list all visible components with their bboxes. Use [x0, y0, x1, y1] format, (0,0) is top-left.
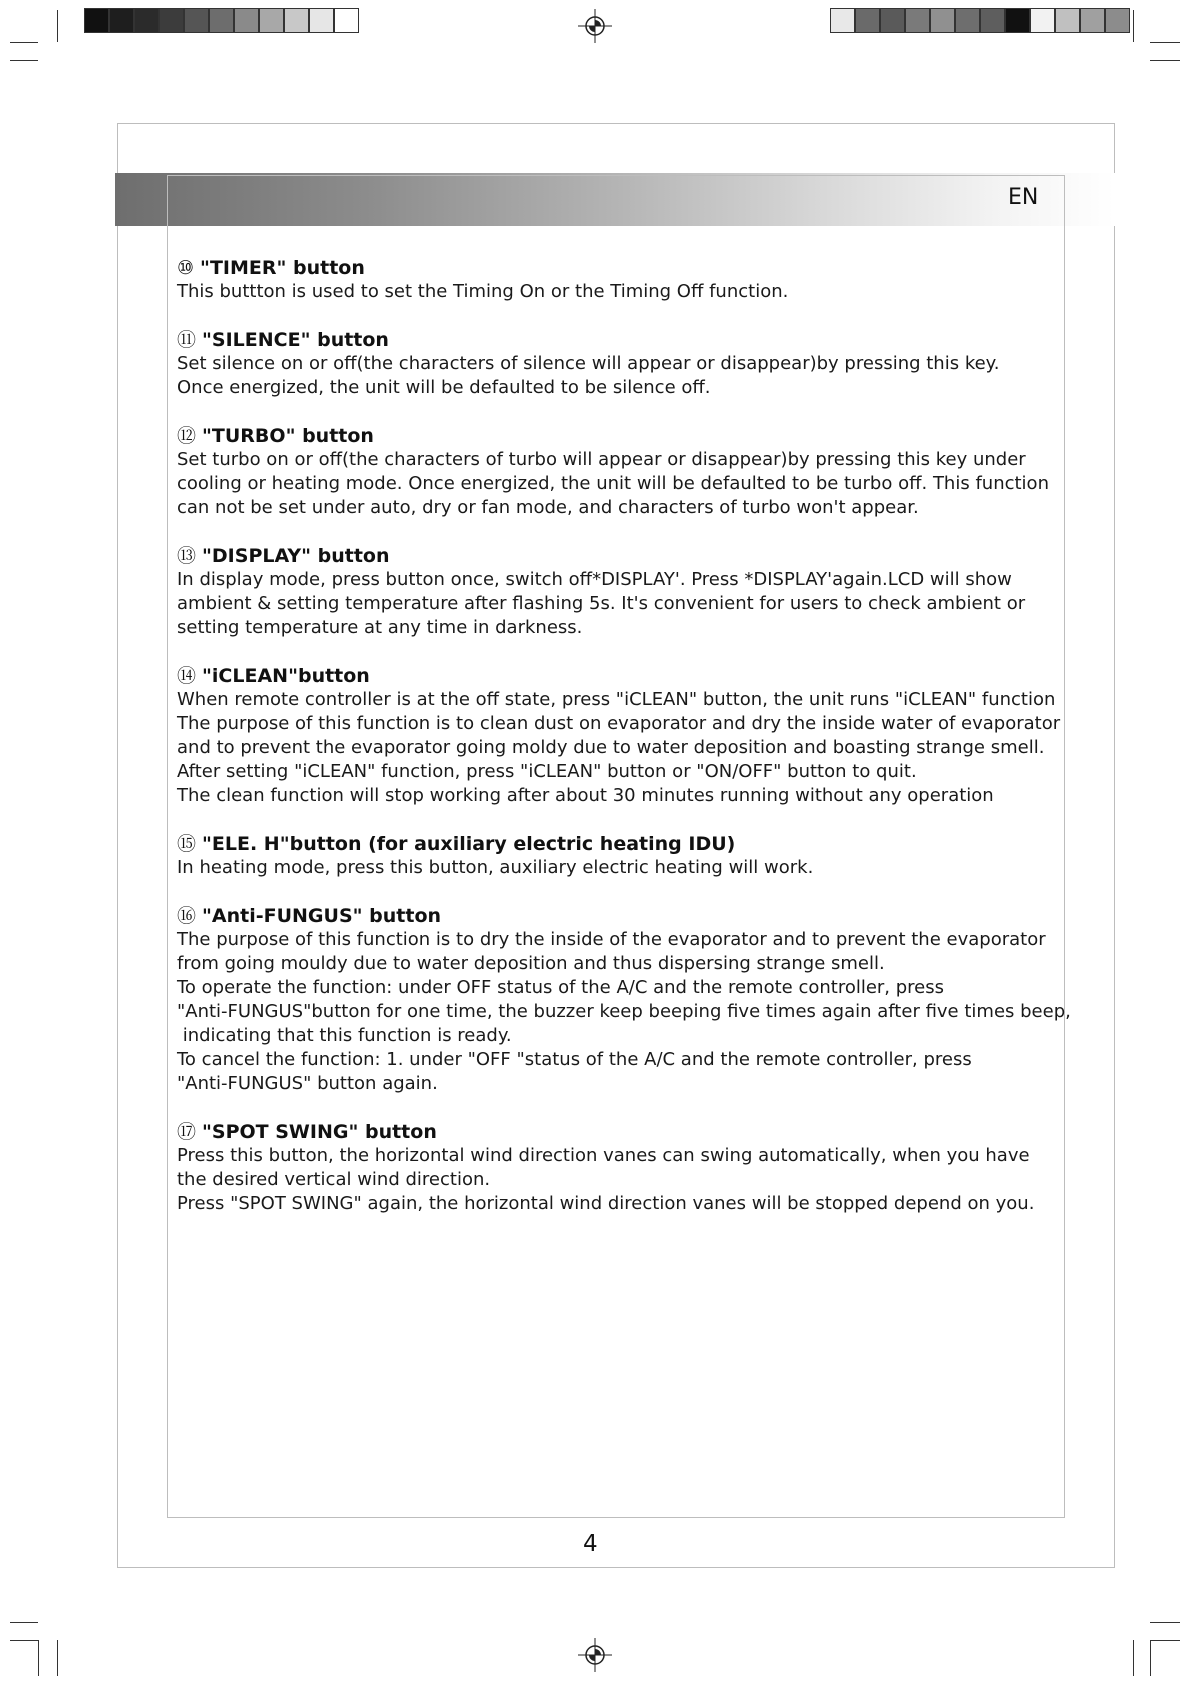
- body-text-line: and to prevent the evaporator going moldy due to water deposition and boasting strange smell.: [177, 737, 1045, 758]
- section-title: "iCLEAN"button: [202, 665, 370, 687]
- section-heading: [177, 1120, 1057, 1144]
- section-title: "TURBO" button: [202, 425, 374, 447]
- button-description: [177, 832, 1057, 880]
- crop-mark: [10, 1622, 38, 1623]
- crop-mark: [1150, 1640, 1180, 1641]
- section-heading: [177, 256, 1057, 280]
- body-text-line: can not be set under auto, dry or fan mode, and characters of turbo won't appear.: [177, 497, 919, 518]
- instructions-body: [177, 256, 1071, 1240]
- page-number: 4: [583, 1531, 598, 1557]
- color-swatch: [1080, 8, 1105, 33]
- color-swatch: [159, 8, 184, 33]
- section-heading: [177, 424, 1057, 448]
- color-swatch: [905, 8, 930, 33]
- registration-mark-icon: [578, 1638, 612, 1672]
- body-text-line: Set silence on or off(the characters of silence will appear or disappear)by pressing this key.: [177, 353, 1000, 374]
- button-description: [177, 424, 1057, 520]
- section-title: "TIMER" button: [200, 257, 365, 279]
- color-bar-left: [84, 8, 359, 33]
- body-text-line: Once energized, the unit will be defaulted to be silence off.: [177, 377, 711, 398]
- body-text-line: When remote controller is at the off state, press "iCLEAN" button, the unit runs "iCLEAN" function: [177, 689, 1056, 710]
- crop-mark: [10, 42, 38, 43]
- section-number: ⑪: [177, 329, 197, 351]
- body-text-line: the desired vertical wind direction.: [177, 1169, 491, 1190]
- crop-mark: [1150, 1640, 1151, 1676]
- crop-mark: [57, 1640, 58, 1676]
- body-text-line: setting temperature at any time in darkness.: [177, 617, 583, 638]
- body-text-line: "Anti-FUNGUS"button for one time, the buzzer keep beeping five times again after five times beep,: [177, 1001, 1071, 1022]
- color-bar-right: [830, 8, 1130, 33]
- section-title: "Anti-FUNGUS" button: [202, 905, 442, 927]
- color-swatch: [209, 8, 234, 33]
- crop-mark: [1150, 60, 1180, 61]
- section-number: ⑮: [177, 833, 197, 855]
- section-number: ⑰: [177, 1121, 197, 1143]
- button-description: [177, 328, 1057, 400]
- color-swatch: [1005, 8, 1030, 33]
- body-text-line: The purpose of this function is to dry the inside of the evaporator and to prevent the evaporator: [177, 929, 1046, 950]
- body-text-line: In heating mode, press this button, auxiliary electric heating will work.: [177, 857, 814, 878]
- section-number: ⑭: [177, 665, 197, 687]
- body-text-line: ambient & setting temperature after flashing 5s. It's convenient for users to check ambient or: [177, 593, 1026, 614]
- crop-mark: [10, 1640, 38, 1641]
- language-label: EN: [1008, 185, 1039, 210]
- button-description: [177, 904, 1071, 1096]
- section-number: ⑯: [177, 905, 197, 927]
- section-heading: [177, 664, 1057, 688]
- body-text-line: Press "SPOT SWING" again, the horizontal wind direction vanes will be stopped depend on you.: [177, 1193, 1035, 1214]
- section-heading: [177, 904, 1057, 928]
- crop-mark: [1133, 1640, 1134, 1676]
- crop-mark: [1150, 42, 1180, 43]
- section-title: "DISPLAY" button: [202, 545, 390, 567]
- color-swatch: [134, 8, 159, 33]
- body-text-line: Press this button, the horizontal wind direction vanes can swing automatically, when you have: [177, 1145, 1030, 1166]
- crop-mark: [38, 1640, 39, 1676]
- button-description: [177, 664, 1061, 808]
- body-text-line: cooling or heating mode. Once energized, the unit will be defaulted to be turbo off. This function: [177, 473, 1049, 494]
- body-text-line: from going mouldy due to water deposition and thus dispersing strange smell.: [177, 953, 885, 974]
- color-swatch: [284, 8, 309, 33]
- crop-mark: [57, 10, 58, 42]
- section-heading: [177, 832, 1057, 856]
- crop-mark: [1150, 1622, 1180, 1623]
- body-text-line: To cancel the function: 1. under "OFF "status of the A/C and the remote controller, press: [177, 1049, 972, 1070]
- body-text-line: To operate the function: under OFF status of the A/C and the remote controller, press: [177, 977, 945, 998]
- color-swatch: [84, 8, 109, 33]
- body-text-line: In display mode, press button once, switch off*DISPLAY'. Press *DISPLAY'again.LCD will show: [177, 569, 1012, 590]
- body-text-line: "Anti-FUNGUS" button again.: [177, 1073, 438, 1094]
- color-swatch: [830, 8, 855, 33]
- color-swatch: [184, 8, 209, 33]
- section-number: ⑬: [177, 545, 197, 567]
- color-swatch: [259, 8, 284, 33]
- color-swatch: [334, 8, 359, 33]
- color-swatch: [855, 8, 880, 33]
- color-swatch: [234, 8, 259, 33]
- body-text-line: indicating that this function is ready.: [177, 1025, 512, 1046]
- section-title: "SILENCE" button: [202, 329, 389, 351]
- section-number: ⑫: [177, 425, 197, 447]
- crop-mark: [10, 60, 38, 61]
- color-swatch: [109, 8, 134, 33]
- color-swatch: [880, 8, 905, 33]
- section-heading: [177, 328, 1057, 352]
- color-swatch: [309, 8, 334, 33]
- body-text-line: After setting "iCLEAN" function, press "iCLEAN" button or "ON/OFF" button to quit.: [177, 761, 917, 782]
- button-description: [177, 256, 1057, 304]
- section-heading: [177, 544, 1057, 568]
- section-title: "SPOT SWING" button: [202, 1121, 437, 1143]
- color-swatch: [1055, 8, 1080, 33]
- color-swatch: [1105, 8, 1130, 33]
- color-swatch: [955, 8, 980, 33]
- color-swatch: [930, 8, 955, 33]
- button-description: [177, 544, 1057, 640]
- section-title: "ELE. H"button (for auxiliary electric heating IDU): [202, 833, 736, 855]
- color-swatch: [1030, 8, 1055, 33]
- section-number: ⑩: [177, 257, 195, 279]
- body-text-line: The clean function will stop working after about 30 minutes running without any operation: [177, 785, 994, 806]
- body-text-line: Set turbo on or off(the characters of turbo will appear or disappear)by pressing this key under: [177, 449, 1026, 470]
- registration-mark-icon: [578, 9, 612, 43]
- button-description: [177, 1120, 1057, 1216]
- color-swatch: [980, 8, 1005, 33]
- body-text-line: This buttton is used to set the Timing On or the Timing Off function.: [177, 281, 789, 302]
- body-text-line: The purpose of this function is to clean dust on evaporator and dry the inside water of evaporator: [177, 713, 1061, 734]
- crop-mark: [1133, 10, 1134, 42]
